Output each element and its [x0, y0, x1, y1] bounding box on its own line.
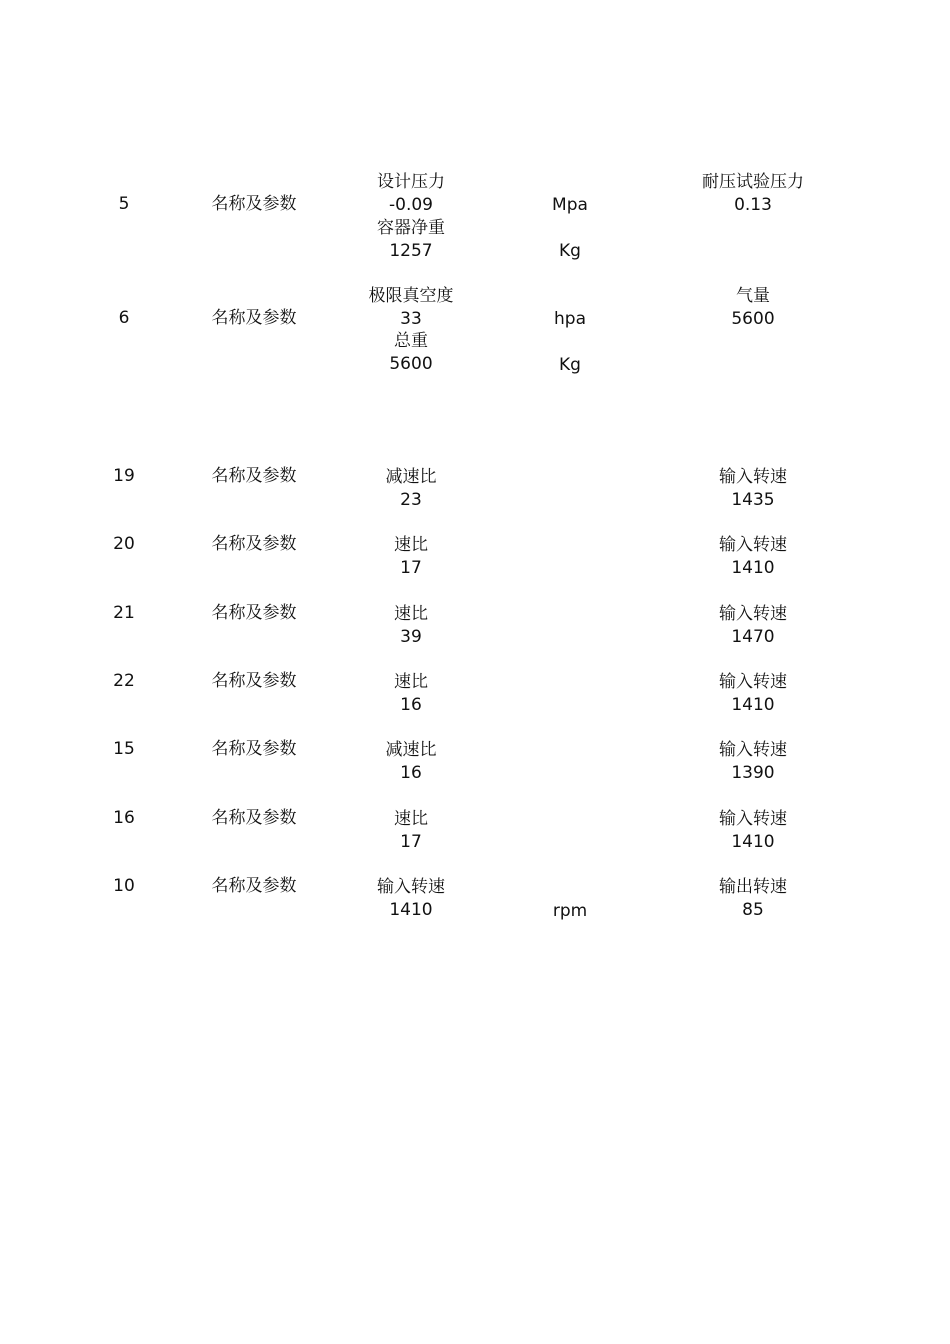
param-value: 1410 [731, 695, 775, 715]
param-block [719, 534, 787, 580]
param-value: 1410 [731, 832, 775, 852]
param-label: 容器净重 [377, 218, 445, 238]
param-block [394, 808, 428, 854]
param-label: 总重 [393, 331, 428, 351]
param-block [369, 285, 454, 331]
param-unit: hpa [554, 309, 586, 329]
param-label: 输入转速 [719, 604, 787, 624]
param-label: 极限真空度 [368, 286, 454, 306]
param-block [377, 876, 445, 922]
row-name: 名称及参数 [211, 808, 297, 828]
param-value: 39 [400, 627, 422, 647]
param-block [719, 603, 787, 649]
param-label: 减速比 [385, 740, 437, 760]
param-unit: rpm [552, 901, 588, 921]
param-block [719, 671, 787, 717]
param-block [719, 876, 787, 922]
row-name: 名称及参数 [211, 603, 297, 623]
row-name: 名称及参数 [211, 534, 297, 554]
param-label: 输入转速 [377, 877, 445, 897]
row-name: 名称及参数 [211, 194, 297, 214]
row-name: 名称及参数 [211, 876, 297, 896]
row-number: 15 [113, 739, 135, 759]
param-block [386, 466, 437, 512]
param-label: 输入转速 [719, 467, 787, 487]
param-label: 输入转速 [719, 809, 787, 829]
row-name: 名称及参数 [211, 308, 297, 328]
param-unit: Kg [559, 355, 581, 375]
row-number: 20 [113, 534, 135, 554]
param-value: 1470 [731, 627, 775, 647]
row-number: 5 [118, 194, 130, 214]
param-value: 1410 [389, 900, 433, 920]
param-label: 速比 [394, 604, 428, 624]
param-value: 17 [400, 832, 422, 852]
row-number: 10 [113, 876, 135, 896]
param-label: 输入转速 [719, 740, 787, 760]
param-block [394, 603, 428, 649]
param-value: 1435 [731, 490, 775, 510]
param-label: 输入转速 [719, 672, 787, 692]
param-block [719, 739, 787, 785]
row-name: 名称及参数 [211, 671, 297, 691]
param-value: 1410 [731, 558, 775, 578]
param-block [731, 285, 774, 331]
param-block [394, 671, 428, 717]
param-label: 耐压试验压力 [702, 172, 804, 192]
row-number: 16 [113, 808, 135, 828]
param-block [719, 466, 787, 512]
param-block [719, 808, 787, 854]
row-name: 名称及参数 [211, 739, 297, 759]
param-unit: Kg [559, 241, 581, 261]
param-value: 1390 [731, 763, 775, 783]
param-value: 33 [400, 309, 422, 329]
param-label: 减速比 [385, 467, 437, 487]
param-label: 输入转速 [719, 535, 787, 555]
param-value: 23 [400, 490, 422, 510]
param-block [394, 534, 428, 580]
row-number: 21 [113, 603, 135, 623]
param-value: 1257 [389, 241, 433, 261]
param-value: 16 [400, 763, 422, 783]
param-value: 17 [400, 558, 422, 578]
param-unit: Mpa [552, 195, 588, 215]
param-value: 5600 [389, 354, 433, 374]
param-value: 5600 [731, 309, 775, 329]
param-block [389, 330, 432, 376]
row-name: 名称及参数 [211, 466, 297, 486]
param-value: -0.09 [389, 195, 433, 215]
param-label: 速比 [394, 672, 428, 692]
param-value: 0.13 [734, 195, 772, 215]
param-value: 85 [742, 900, 764, 920]
param-block [386, 739, 437, 785]
param-block [377, 171, 445, 217]
row-number: 19 [113, 466, 135, 486]
param-label: 设计压力 [377, 172, 445, 192]
param-label: 速比 [394, 535, 428, 555]
param-label: 输出转速 [719, 877, 787, 897]
param-block [702, 171, 804, 217]
param-block [377, 217, 445, 263]
param-value: 16 [400, 695, 422, 715]
param-label: 速比 [394, 809, 428, 829]
row-number: 22 [113, 671, 135, 691]
row-number: 6 [118, 308, 130, 328]
param-label: 气量 [735, 286, 770, 306]
